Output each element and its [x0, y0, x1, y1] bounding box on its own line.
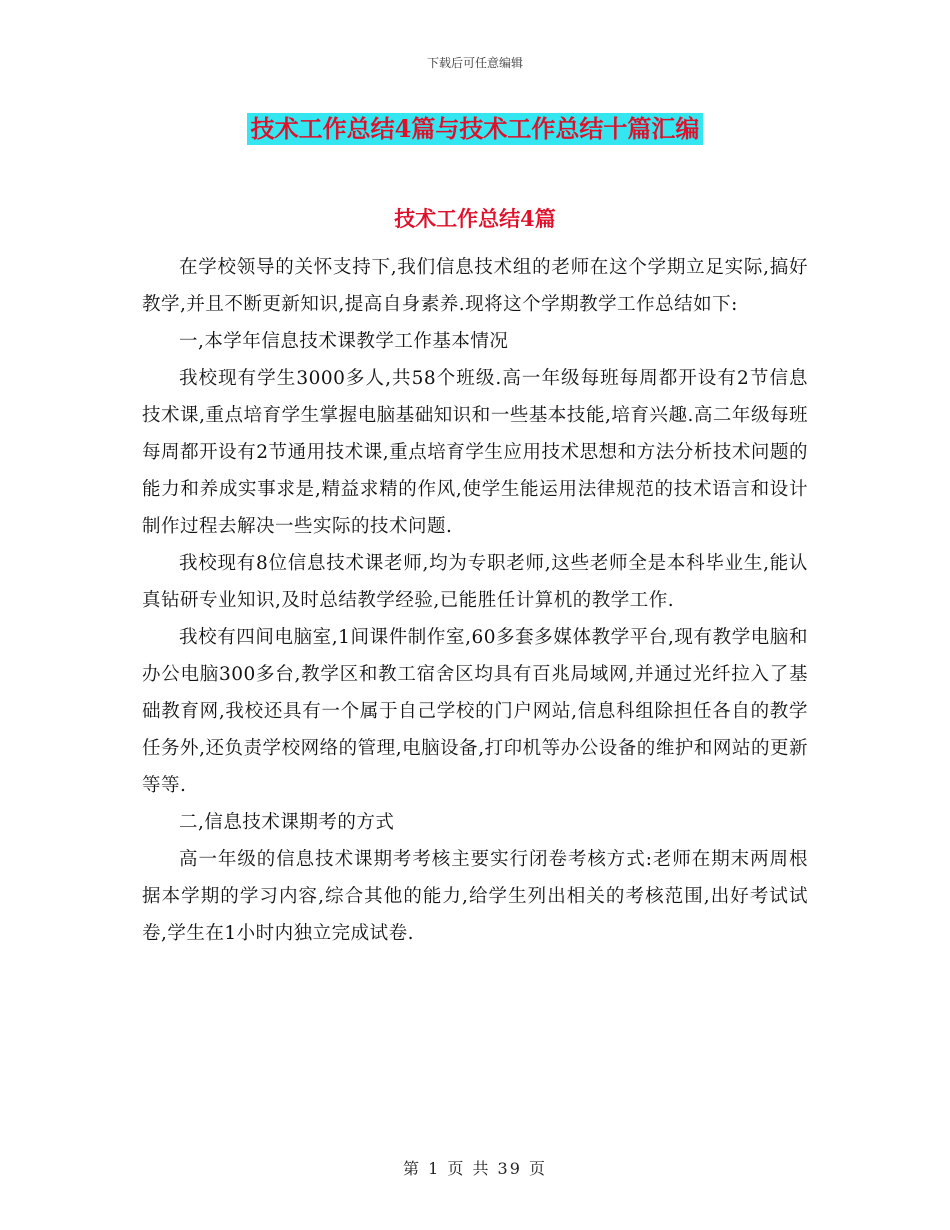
page-number: 第 1 页 共 39 页	[403, 1159, 547, 1178]
paragraph-facilities: 我校有四间电脑室,1间课件制作室,60多套多媒体教学平台,现有教学电脑和办公电脑300多台,教学区和教工宿舍区均具有百兆局域网,并通过光纤拉入了基础教育网,我校还具有一个属于自己学校的门户网站,信息科组除担任各自的教学任务外,还负责学校网络的管理,电脑设备,打印机等办公设备的维护和网站的更新等等.	[142, 627, 808, 796]
document-title-container	[0, 113, 950, 145]
section-title: 技术工作总结4篇	[394, 206, 556, 231]
header-note: 下载后可任意编辑	[426, 56, 523, 70]
paragraph-exam: 高一年级的信息技术课期考考核主要实行闭卷考核方式:老师在期末两周根据本学期的学习内容,综合其他的能力,给学生列出相关的考核范围,出好考试试卷,学生在1小时内独立完成试卷.	[142, 849, 808, 944]
heading-section-two: 二,信息技术课期考的方式	[179, 812, 395, 833]
document-title: 技术工作总结4篇与技术工作总结十篇汇编	[247, 113, 704, 145]
heading-section-one: 一,本学年信息技术课教学工作基本情况	[179, 331, 509, 352]
paragraph-teachers: 我校现有8位信息技术课老师,均为专职老师,这些老师全是本科毕业生,能认真钻研专业知识,及时总结教学经验,已能胜任计算机的教学工作.	[142, 553, 808, 611]
paragraph-students: 我校现有学生3000多人,共58个班级.高一年级每班每周都开设有2节信息技术课,重点培育学生掌握电脑基础知识和一些基本技能,培育兴趣.高二年级每班每周都开设有2节通用技术课,重点培育学生应用技术思想和方法分析技术问题的能力和养成实事求是,精益求精的作风,使学生能运用法律规范的技术语言和设计制作过程去解决一些实际的技术问题.	[142, 368, 808, 537]
paragraph-intro: 在学校领导的关怀支持下,我们信息技术组的老师在这个学期立足实际,搞好教学,并且不断更新知识,提高自身素养.现将这个学期教学工作总结如下:	[142, 257, 808, 315]
document-body	[142, 249, 808, 952]
